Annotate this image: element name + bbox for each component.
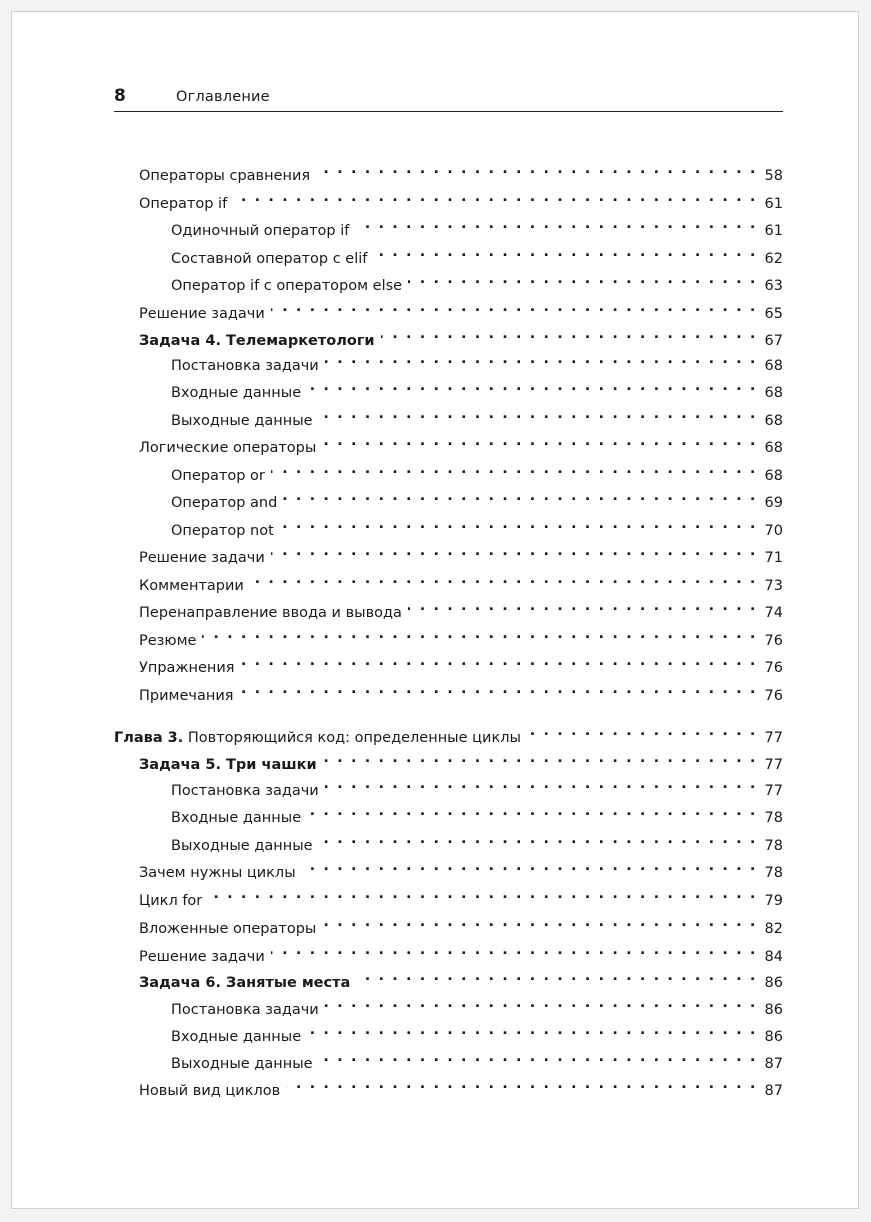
toc-page-number: 86 <box>764 1029 783 1045</box>
toc-entry-title: Задача 4. Телемаркетологи <box>139 333 375 349</box>
page-number: 8 <box>114 86 126 106</box>
toc-page-number: 73 <box>764 578 783 594</box>
dot-leader <box>239 678 757 700</box>
dot-leader <box>202 623 757 645</box>
dot-leader <box>286 1073 757 1095</box>
header-title: Оглавление <box>176 89 270 105</box>
toc-entry <box>139 883 783 909</box>
dot-leader <box>307 800 757 822</box>
toc-entry-title: Примечания <box>139 688 234 704</box>
dot-leader <box>283 485 757 507</box>
dot-leader <box>271 296 757 318</box>
toc-entry <box>171 992 783 1018</box>
toc-entry-title: Оператор not <box>171 523 274 539</box>
toc-page-number: 63 <box>764 278 783 294</box>
toc-entry-title: Резюме <box>139 633 197 649</box>
dot-leader <box>241 650 758 672</box>
toc-entry <box>139 747 783 773</box>
toc-entry <box>171 375 783 401</box>
dot-leader <box>271 939 757 961</box>
toc-page-number: 86 <box>764 975 783 991</box>
dot-leader <box>355 213 757 235</box>
toc-page-number: 84 <box>764 949 783 965</box>
dot-leader <box>325 773 757 795</box>
toc-entry-title: Задача 6. Занятые места <box>139 975 351 991</box>
dot-leader <box>319 1046 757 1068</box>
toc-entry <box>139 323 783 349</box>
toc-entry <box>171 1046 783 1072</box>
toc-page-number: 77 <box>764 730 783 746</box>
toc-entry-title: Задача 5. Три чашки <box>139 757 317 773</box>
toc-page-number: 68 <box>764 358 783 374</box>
toc-entry <box>171 800 783 826</box>
toc-entry-title: Решение задачи <box>139 949 265 965</box>
toc-entry <box>171 485 783 511</box>
dot-leader <box>319 828 757 850</box>
toc-entry <box>139 296 783 322</box>
dot-leader <box>325 348 757 370</box>
toc-page-number: 68 <box>764 440 783 456</box>
toc-page-number: 76 <box>764 633 783 649</box>
toc-entry-title: Операторы сравнения <box>139 168 311 184</box>
toc-entry <box>171 213 783 239</box>
dot-leader <box>322 911 757 933</box>
dot-leader <box>302 855 757 877</box>
toc-page-number: 68 <box>764 468 783 484</box>
toc-entry-title: Оператор if с оператором else <box>171 278 403 294</box>
toc-entry <box>171 1019 783 1045</box>
toc-entry <box>139 939 783 965</box>
toc-page-number: 67 <box>764 333 783 349</box>
toc-entry <box>171 348 783 374</box>
toc-entry <box>139 430 783 456</box>
toc-entry <box>171 458 783 484</box>
dot-leader <box>325 992 757 1014</box>
toc-entry <box>171 828 783 854</box>
toc-entry-title: Входные данные <box>171 810 302 826</box>
toc-entry-title: Составной оператор с elif <box>171 251 368 267</box>
toc-page-number: 71 <box>764 550 783 566</box>
toc-page-number: 65 <box>764 306 783 322</box>
toc-entry <box>139 623 783 649</box>
dot-leader <box>381 323 757 345</box>
toc-page-number: 82 <box>764 921 783 937</box>
toc-entry-title: Оператор or <box>171 468 265 484</box>
toc-page-number: 70 <box>764 523 783 539</box>
toc-page-number: 68 <box>764 385 783 401</box>
toc-page-number: 86 <box>764 1002 783 1018</box>
toc-page-number: 76 <box>764 688 783 704</box>
toc-entry <box>139 1073 783 1099</box>
toc-entry <box>139 186 783 212</box>
chapter-title: Повторяющийся код: определенные циклы <box>187 730 521 746</box>
toc-entry-title: Перенаправление ввода и вывода <box>139 605 402 621</box>
toc-entry-title <box>114 727 521 749</box>
toc-entry-title: Вложенные операторы <box>139 921 317 937</box>
dot-leader <box>322 430 757 452</box>
toc-page-number: 87 <box>764 1083 783 1099</box>
toc-entry-title: Решение задачи <box>139 306 265 322</box>
toc-page-number: 61 <box>764 196 783 212</box>
toc-entry-title: Входные данные <box>171 385 302 401</box>
toc-page-number: 79 <box>764 893 783 909</box>
toc-page-number: 77 <box>764 783 783 799</box>
toc-entry <box>139 678 783 704</box>
toc-entry-title: Входные данные <box>171 1029 302 1045</box>
dot-leader <box>208 883 757 905</box>
toc-page-number: 62 <box>764 251 783 267</box>
toc-entry-title: Оператор and <box>171 495 278 511</box>
toc-entry-title: Новый вид циклов <box>139 1083 281 1099</box>
toc-entry-title: Зачем нужны циклы <box>139 865 296 881</box>
dot-leader <box>271 540 757 562</box>
dot-leader <box>319 403 757 425</box>
toc-entry-title: Упражнения <box>139 660 235 676</box>
toc-entry-title: Выходные данные <box>171 1056 313 1072</box>
toc-entry <box>139 965 783 991</box>
toc-entry-title: Цикл for <box>139 893 203 909</box>
dot-leader <box>307 1019 757 1041</box>
toc-page-number: 78 <box>764 838 783 854</box>
toc-entry <box>139 650 783 676</box>
dot-leader <box>323 747 757 769</box>
toc-entry-title: Оператор if <box>139 196 228 212</box>
toc-entry <box>171 241 783 267</box>
dot-leader <box>527 720 757 742</box>
toc-entry <box>139 595 783 621</box>
toc-entry-title: Постановка задачи <box>171 358 319 374</box>
dot-leader <box>280 513 757 535</box>
running-header <box>114 85 783 112</box>
dot-leader <box>408 268 757 290</box>
toc-page-number: 58 <box>764 168 783 184</box>
dot-leader <box>307 375 757 397</box>
dot-leader <box>356 965 757 987</box>
dot-leader <box>250 568 757 590</box>
dot-leader <box>233 186 757 208</box>
toc-entry-title: Постановка задачи <box>171 1002 319 1018</box>
toc-page-number: 76 <box>764 660 783 676</box>
toc-page-number: 69 <box>764 495 783 511</box>
dot-leader <box>271 458 757 480</box>
toc-entry <box>139 568 783 594</box>
toc-entry <box>171 773 783 799</box>
dot-leader <box>408 595 757 617</box>
dot-leader <box>316 158 757 180</box>
toc-entry <box>139 540 783 566</box>
toc-page-number: 68 <box>764 413 783 429</box>
toc-page-number: 61 <box>764 223 783 239</box>
toc-entry-title: Выходные данные <box>171 838 313 854</box>
toc-entry <box>171 403 783 429</box>
toc-entry-title: Одиночный оператор if <box>171 223 350 239</box>
dot-leader <box>373 241 757 263</box>
toc-entry-title: Выходные данные <box>171 413 313 429</box>
toc-entry <box>171 513 783 539</box>
toc-page-number: 78 <box>764 810 783 826</box>
toc-entry <box>171 268 783 294</box>
toc-entry-title: Логические операторы <box>139 440 317 456</box>
toc-entry <box>139 911 783 937</box>
toc-page-number: 87 <box>764 1056 783 1072</box>
toc-entry-title: Комментарии <box>139 578 244 594</box>
toc-page-number: 78 <box>764 865 783 881</box>
toc-entry <box>139 158 783 184</box>
toc-entry <box>114 720 783 746</box>
toc-entry <box>139 855 783 881</box>
toc-page-number: 74 <box>764 605 783 621</box>
chapter-label: Глава 3. <box>114 730 184 746</box>
toc-page-number: 77 <box>764 757 783 773</box>
toc-entry-title: Решение задачи <box>139 550 265 566</box>
toc-entry-title: Постановка задачи <box>171 783 319 799</box>
